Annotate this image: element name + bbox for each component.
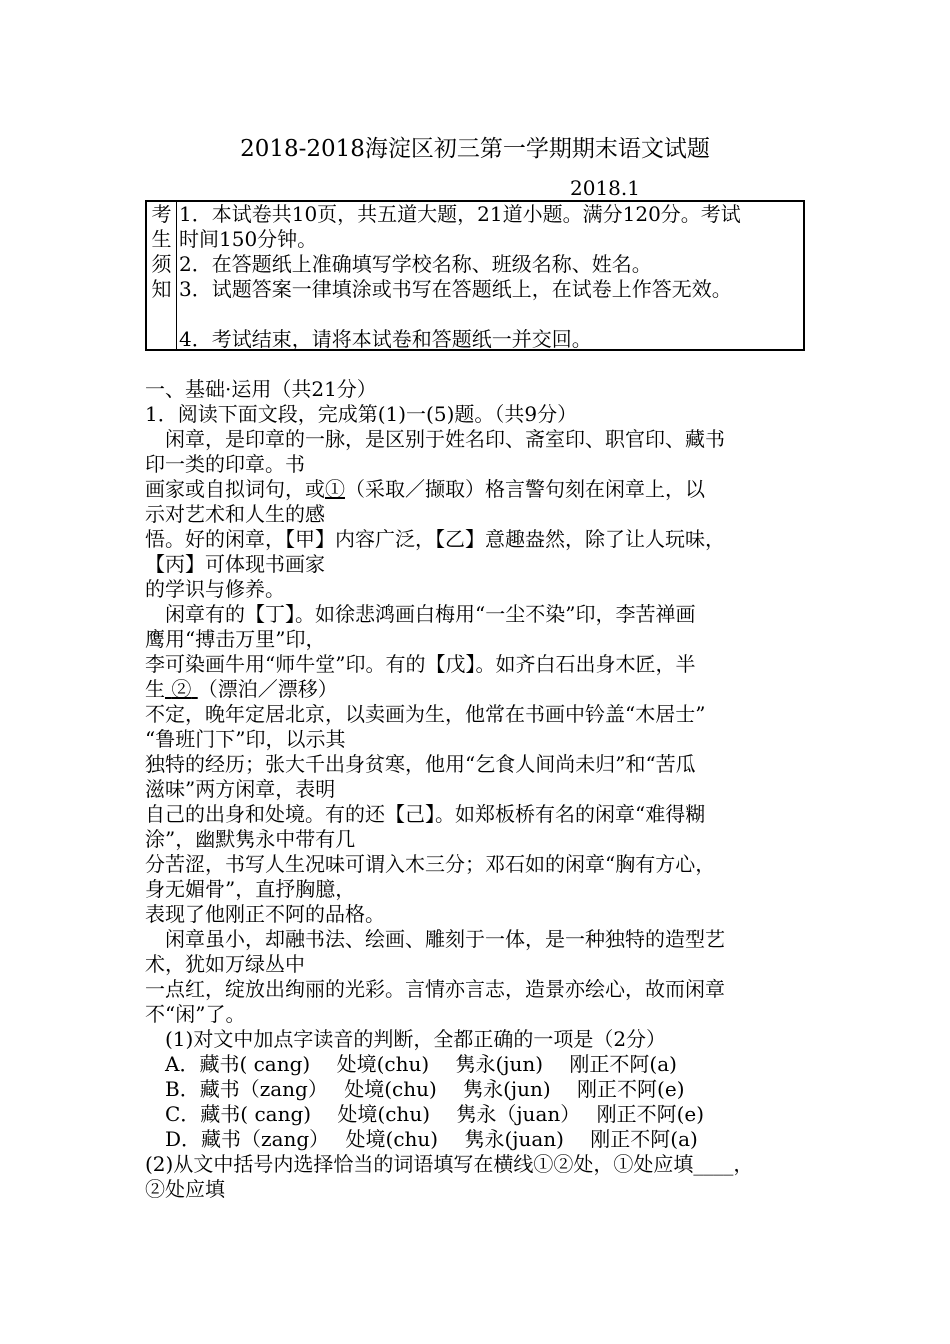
passage-line: 闲章有的【丁】。如徐悲鸿画白梅用“一尘不染”印，李苦禅画 (145, 602, 696, 626)
sub-question-1: (1)对文中加点字读音的判断，全都正确的一项是（2分） (145, 1027, 667, 1051)
passage-line: “鲁班门下”印，以示其 (145, 727, 346, 751)
passage-text: 生 (145, 677, 165, 701)
notice-label (147, 202, 177, 349)
section-heading: 一、基础·运用（共21分） (145, 377, 377, 401)
passage-line: 不定，晚年定居北京，以卖画为生，他常在书画中钤盖“木居士” (145, 702, 706, 726)
notice-item: 3．试题答案一律填涂或书写在答题纸上，在试卷上作答无效。 (179, 277, 732, 301)
passage-line: 的学识与修养。 (145, 577, 285, 601)
notice-item: 1．本试卷共10页，共五道大题，21道小题。满分120分。考试 (179, 202, 741, 226)
notice-label-char: 考 (151, 202, 172, 226)
answer-blank-1: ① (325, 477, 345, 501)
sub-question-2-tail: ②处应填 (145, 1177, 225, 1201)
option-c: C．藏书( cang) 处境(chu) 隽永（juan） 刚正不阿(e) (145, 1102, 705, 1126)
passage-line (145, 477, 811, 502)
passage-line: 一点红，绽放出绚丽的光彩。言情亦言志，造景亦绘心，故而闲章 (145, 977, 725, 1001)
passage-text: 画家或自拟词句，或 (145, 477, 325, 501)
notice-label-char: 须 (151, 252, 172, 276)
passage-text: （采取／撷取）格言警句刻在闲章上，以 (345, 477, 705, 501)
passage-line: 身无媚骨”，直抒胸臆， (145, 877, 356, 901)
notice-items (179, 202, 801, 352)
passage-body (145, 377, 811, 1202)
passage-line: 术，犹如万绿丛中 (145, 952, 305, 976)
passage-line: 不“闲”了。 (145, 1002, 246, 1026)
passage-line: 独特的经历；张大千出身贫寒，他用“乞食人间尚未归”和“苦瓜 (145, 752, 696, 776)
notice-label-char: 知 (151, 277, 172, 301)
sub-question-2: (2)从文中括号内选择恰当的词语填写在横线①②处，①处应填____， (145, 1152, 754, 1176)
notice-item: 2．在答题纸上准确填写学校名称、班级名称、姓名。 (179, 252, 652, 276)
passage-line: 闲章，是印章的一脉，是区别于姓名印、斋室印、职官印、藏书 (145, 427, 725, 451)
passage-line: 鹰用“搏击万里”印， (145, 627, 326, 651)
notice-item: 时间150分钟。 (179, 227, 318, 251)
exam-notice-box (145, 200, 805, 351)
passage-line: 分苦涩，书写人生况味可谓入木三分；邓石如的闲章“胸有方心， (145, 852, 716, 876)
notice-item: 4．考试结束，请将本试卷和答题纸一并交回。 (179, 327, 592, 351)
option-a: A．藏书( cang) 处境(chu) 隽永(jun) 刚正不阿(a) (145, 1052, 677, 1076)
answer-blank-2-label: ② (171, 677, 192, 701)
option-b: B．藏书（zang） 处境(chu) 隽永(jun) 刚正不阿(e) (145, 1077, 685, 1101)
passage-text: （漂泊／漂移） (197, 677, 338, 701)
notice-item (179, 302, 801, 327)
document-title: 2018-2018海淀区初三第一学期期末语文试题 (240, 136, 710, 162)
passage-line (145, 677, 811, 702)
option-d: D．藏书（zang） 处境(chu) 隽永(juan) 刚正不阿(a) (145, 1127, 698, 1151)
passage-line: 印一类的印章。书 (145, 452, 305, 476)
passage-line: 自己的出身和处境。有的还【己】。如郑板桥有名的闲章“难得糊 (145, 802, 706, 826)
question-heading: 1．阅读下面文段，完成第(1)一(5)题。（共9分） (145, 402, 578, 426)
answer-blank-2 (165, 677, 198, 701)
passage-line: 示对艺术和人生的感 (145, 502, 325, 526)
passage-line: 悟。好的闲章，【甲】内容广泛，【乙】意趣盎然，除了让人玩味， (145, 527, 725, 551)
passage-line: 涂”，幽默隽永中带有几 (145, 827, 356, 851)
passage-line: 闲章虽小，却融书法、绘画、雕刻于一体，是一种独特的造型艺 (145, 927, 725, 951)
passage-line: 滋味”两方闲章，表明 (145, 777, 336, 801)
passage-line: 【丙】可体现书画家 (145, 552, 325, 576)
passage-line: 李可染画牛用“师牛堂”印。有的【戊】。如齐白石出身木匠，半 (145, 652, 696, 676)
document-date: 2018.1 (570, 176, 640, 200)
notice-label-char: 生 (151, 227, 172, 251)
passage-line: 表现了他刚正不阿的品格。 (145, 902, 385, 926)
